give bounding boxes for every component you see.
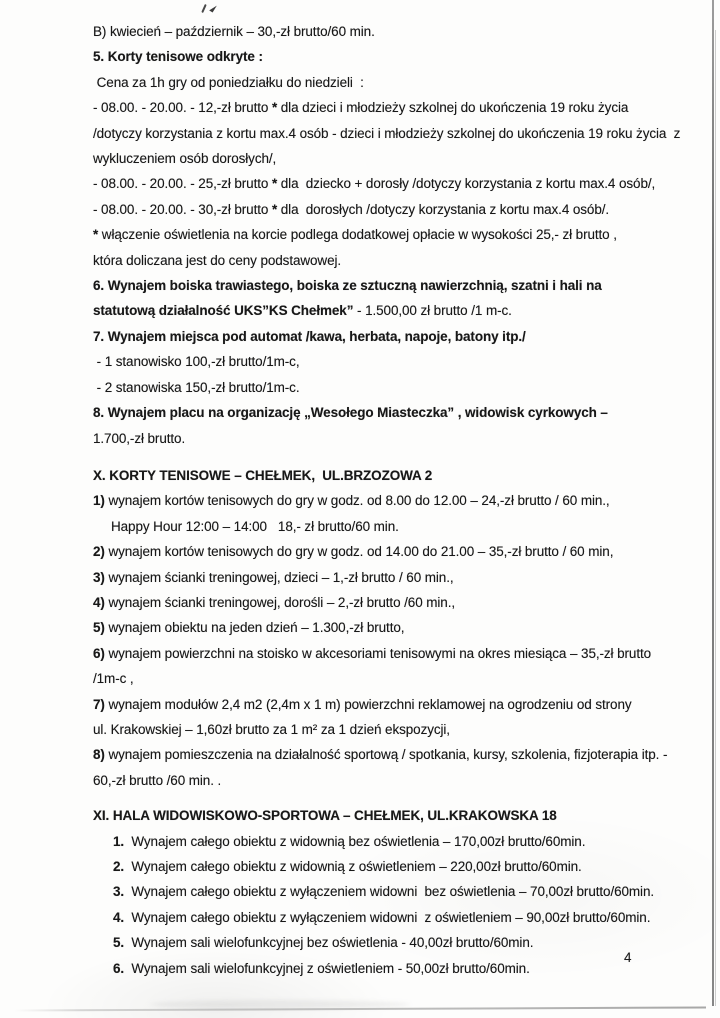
document-text: wynajem pomieszczenia na działalność sportową / spotkania, kursy, szkolenia, fizjoterapia itp. - (104, 747, 668, 763)
document-text: B) kwiecień – październik – 30,-zł brutto/60 min. (93, 24, 375, 39)
document-text-bold: 6) (93, 645, 105, 661)
document-text-bold: 2. (113, 859, 125, 874)
document-line (93, 400, 705, 425)
document-text-bold: 3. (113, 884, 125, 900)
document-line (93, 171, 705, 196)
document-text-bold: 2) (93, 544, 105, 560)
document-text-bold: * (93, 227, 99, 243)
document-text: wynajem ścianki treningowej, dzieci – 1,-zł brutto / 60 min., (104, 569, 454, 585)
document-text: wynajem obiektu na jeden dzień – 1.300,-zł brutto, (104, 620, 405, 636)
document-line (93, 768, 705, 793)
pen-mark-icon (203, 4, 215, 13)
document-line (93, 375, 705, 400)
document-text: 60,-zł brutto /60 min. . (93, 772, 222, 788)
document-text-bold: 5) (93, 620, 105, 636)
document-line (93, 44, 705, 69)
document-line (93, 565, 705, 590)
document-text: wynajem kortów tenisowych do gry w godz. od 8.00 do 12.00 – 24,-zł brutto / 60 min., (104, 493, 610, 509)
document-line (93, 956, 705, 981)
document-text: - 08.00. - 20.00. - 30,-zł brutto (93, 201, 272, 217)
document-text-bold: XI. HALA WIDOWISKOWO-SPORTOWA – CHEŁMEK, UL.KRAKOWSKA 18 (93, 808, 557, 824)
document-text-bold: * (271, 100, 278, 116)
document-text-bold: * (271, 201, 278, 217)
document-text: dla dziecko + dorosły /dotyczy korzystania z kortu max.4 osób/, (277, 176, 656, 192)
document-line (93, 121, 705, 146)
document-text-bold: 8. Wynajem placu na organizację „Wesołego Miasteczka” , widowisk cyrkowych – (93, 405, 608, 421)
document-line (93, 298, 705, 323)
document-text: Wynajem całego obiektu z widownią z oświetleniem – 220,00zł brutto/60min. (124, 859, 582, 874)
document-text-bold: statutową działalność UKS”KS Chełmek” (93, 303, 354, 319)
document-line (93, 426, 705, 451)
document-text: /1m-c , (93, 671, 134, 687)
document-line (93, 829, 705, 854)
document-line (93, 514, 705, 539)
document-line (93, 273, 705, 298)
document-line (93, 70, 705, 95)
document-line (93, 930, 705, 955)
document-text: - 1 stanowisko 100,-zł brutto/1m-c, (93, 354, 300, 370)
document-line (93, 615, 705, 640)
document-line (93, 222, 705, 247)
document-text: która doliczana jest do ceny podstawowej. (93, 252, 342, 268)
document-text-bold: 6. (113, 960, 125, 976)
document-text: - 08.00. - 20.00. - 25,-zł brutto (93, 176, 272, 192)
document-line (93, 324, 705, 349)
document-text: /dotyczy korzystania z kortu max.4 osób - dzieci i młodzieży szkolnej do ukończenia 19 roku życia z (93, 125, 681, 141)
document-line (93, 641, 705, 666)
document-text: - 1.500,00 zł brutto /1 m-c. (353, 303, 512, 319)
document-line (93, 717, 705, 742)
page-number: 4 (624, 950, 632, 965)
document-text: - 2 stanowiska 150,-zł brutto/1m-c. (93, 379, 300, 395)
document-line (93, 248, 705, 273)
document-line (93, 95, 705, 120)
document-text-bold: * (271, 176, 278, 192)
document-text: dla dzieci i młodzieży szkolnej do ukończenia 19 roku życia (277, 100, 629, 116)
document-line (93, 854, 705, 879)
document-text: - 08.00. - 20.00. - 12,-zł brutto (93, 100, 272, 116)
document-line (93, 146, 705, 171)
document-line (93, 488, 705, 513)
document-line (93, 692, 705, 717)
document-text: włączenie oświetlenia na korcie podlega dodatkowej opłacie w wysokości 25,- zł brutto , (98, 227, 617, 243)
document-text-bold: 5. (113, 935, 125, 951)
document-text: 1.700,-zł brutto. (93, 430, 186, 446)
document-text: wykluczeniem osób dorosłych/, (93, 151, 277, 167)
document-text: Wynajem całego obiektu z wyłączeniem widowni bez oświetlenia – 70,00zł brutto/60min. (124, 884, 655, 900)
document-text: Happy Hour 12:00 – 14:00 18,- zł brutto/60 min. (111, 518, 399, 534)
document-body (93, 19, 705, 981)
document-line (93, 590, 705, 615)
document-text: wynajem powierzchni na stoisko w akcesoriami tenisowymi na okres miesiąca – 35,-zł brutto (104, 645, 652, 661)
document-line (93, 905, 705, 930)
document-text-bold: 4) (93, 594, 105, 610)
scan-edge-line (712, 0, 714, 1006)
document-text: wynajem ścianki treningowej, dorośli – 2,-zł brutto /60 min., (104, 594, 456, 610)
document-text: dla dorosłych /dotyczy korzystania z kortu max.4 osób/. (277, 201, 610, 217)
pen-blot-icon (209, 4, 217, 13)
document-line (93, 539, 705, 564)
document-line (93, 742, 705, 767)
document-line (93, 803, 705, 828)
document-text-bold: 7) (93, 696, 105, 712)
document-text: ul. Krakowskiej – 1,60zł brutto za 1 m² za 1 dzień ekspozycji, (93, 721, 450, 737)
document-text-bold: 6. Wynajem boiska trawiastego, boiska ze sztuczną nawierzchnią, szatni i hali na (93, 278, 602, 294)
document-line (93, 19, 705, 44)
document-line (93, 463, 705, 488)
document-text-bold: 4. (113, 909, 125, 925)
document-text-bold: 3) (93, 569, 105, 585)
document-text: Cena za 1h gry od poniedziałku do niedzieli : (93, 74, 364, 90)
pen-stroke-icon (201, 4, 206, 13)
document-text: Wynajem sali wielofunkcyjnej bez oświetlenia - 40,00zł brutto/60min. (124, 935, 534, 951)
document-text: Wynajem całego obiektu z wyłączeniem widowni z oświetleniem – 90,00zł brutto/60min. (124, 909, 651, 925)
document-text: wynajem modułów 2,4 m2 (2,4m x 1 m) powierzchni reklamowej na ogrodzeniu od strony (104, 696, 632, 712)
document-text-bold: 5. Korty tenisowe odkryte : (93, 49, 263, 65)
scan-edge-highlight (715, 30, 716, 1006)
document-text-bold: 1. (113, 833, 125, 849)
document-line (93, 349, 705, 374)
document-text: wynajem kortów tenisowych do gry w godz. od 14.00 do 21.00 – 35,-zł brutto / 60 min, (104, 544, 614, 560)
document-line (93, 879, 705, 904)
document-line (93, 666, 705, 691)
document-line (93, 197, 705, 222)
document-text-bold: 8) (93, 747, 105, 763)
document-text-bold: X. KORTY TENISOWE – CHEŁMEK, UL.BRZOZOWA 2 (93, 467, 433, 483)
document-text: Wynajem całego obiektu z widownią bez oświetlenia – 170,00zł brutto/60min. (124, 833, 586, 849)
document-text: Wynajem sali wielofunkcyjnej z oświetleniem - 50,00zł brutto/60min. (124, 960, 530, 976)
document-text-bold: 1) (93, 493, 105, 509)
document-text-bold: 7. Wynajem miejsca pod automat /kawa, herbata, napoje, batony itp./ (93, 328, 526, 344)
scan-bottom-shadow (14, 1006, 706, 1011)
